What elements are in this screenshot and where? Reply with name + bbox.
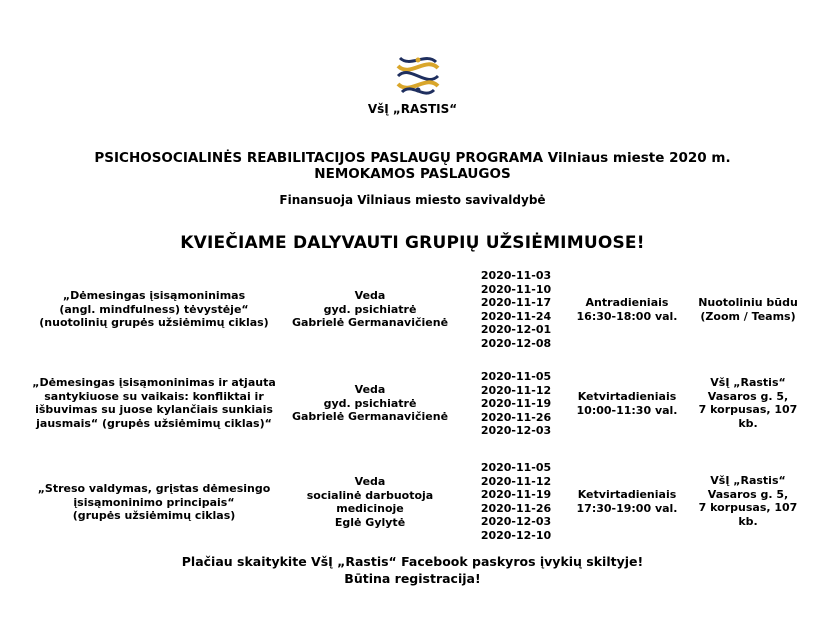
session-title: „Dėmesingas įsisąmoninimas (angl. mindfulness) tėvystėje“ (nuotolinių grupės užsiėmimų ciklas) <box>39 289 269 329</box>
session-location: VšĮ „Rastis“ Vasaros g. 5, 7 korpusas, 107 kb. <box>698 376 798 430</box>
registration-note: Būtina registracija! <box>344 571 481 586</box>
session-lead: Veda gyd. psichiatrė Gabrielė Germanavičienė <box>291 289 449 329</box>
session-dates: 2020-11-03 2020-11-10 2020-11-17 2020-11-24 2020-12-01 2020-12-08 <box>480 269 552 350</box>
session-schedule: Ketvirtadieniais 10:00-11:30 val. <box>576 390 678 417</box>
session-lead: Veda socialinė darbuotoja medicinoje Eglė Gylytė <box>306 475 434 529</box>
session-dates: 2020-11-05 2020-11-12 2020-11-19 2020-11-26 2020-12-03 <box>480 370 552 437</box>
session-dates: 2020-11-05 2020-11-12 2020-11-19 2020-11-26 2020-12-03 2020-12-10 <box>480 461 552 542</box>
session-title: „Streso valdymas, grįstas dėmesingo įsisąmoninimo principais“ (grupės užsiėmimų ciklas) <box>37 482 271 522</box>
session-location: Nuotoliniu būdu (Zoom / Teams) <box>698 296 798 323</box>
session-lead: Veda gyd. psichiatrė Gabrielė Germanavičienė <box>291 383 449 423</box>
program-title: PSICHOSOCIALINĖS REABILITACIJOS PASLAUGŲ PROGRAMA Vilniaus mieste 2020 m. <box>94 150 731 166</box>
session-location: VšĮ „Rastis“ Vasaros g. 5, 7 korpusas, 107 kb. <box>698 474 798 528</box>
facebook-info-note: Plačiau skaitykite VšĮ „Rastis“ Facebook paskyros įvykių skiltyje! <box>181 554 644 569</box>
funding-note: Finansuoja Vilniaus miesto savivaldybė <box>279 193 546 207</box>
session-schedule: Antradieniais 16:30-18:00 val. <box>576 296 678 323</box>
session-schedule: Ketvirtadieniais 17:30-19:00 val. <box>576 488 678 515</box>
session-title: „Dėmesingas įsisąmoninimas ir atjauta santykiuose su vaikais: konfliktai ir išbuvimas su juose kylančiais sunkiais jausmais“ (grupės užsiėmimų ciklas)“ <box>32 376 276 430</box>
organization-name: VšĮ „RASTIS“ <box>367 102 458 116</box>
invitation-heading: KVIEČIAME DALYVAUTI GRUPIŲ UŽSIĖMIMUOSE! <box>180 233 645 253</box>
program-subtitle: NEMOKAMOS PASLAUGOS <box>314 166 511 182</box>
rastis-logo-icon <box>394 52 442 98</box>
